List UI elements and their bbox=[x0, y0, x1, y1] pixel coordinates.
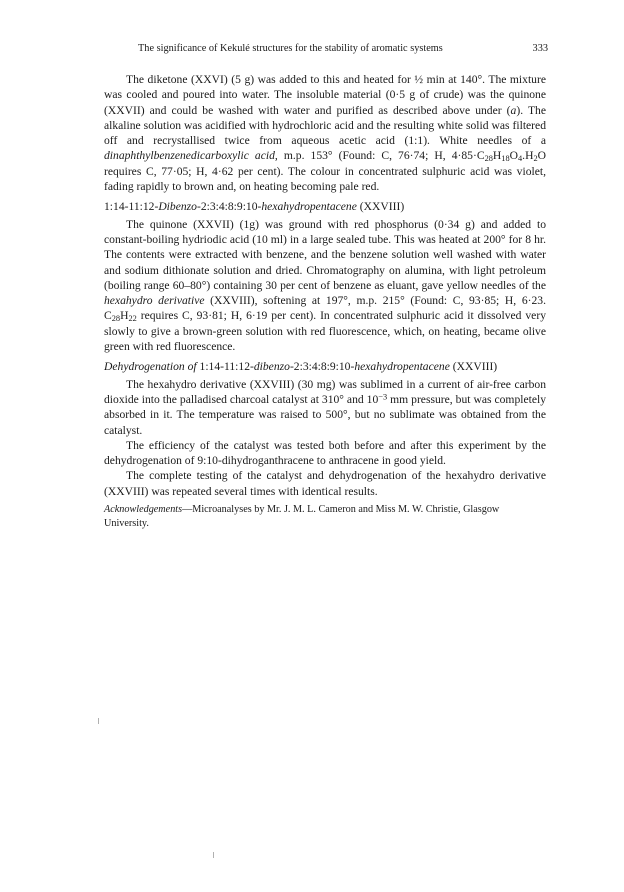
paragraph-quinone-reduction: The quinone (XXVII) (1g) was ground with red phosphorus (0·34 g) and added to constant-boiling hydriodic acid (10 ml) in a large sealed tube. This was heated at 200° for 8 hr. The contents were extracted with benzene, and the benzene solution well washed with water and sodium dithionate solution and dried. Chromatography on alumina, with light petroleum (boiling range 60–80°) containing 30 per cent of benzene as eluant, gave yellow needles of the hexahydro derivative (XXVIII), softening at 197°, m.p. 215° (Found: C, 93·85; H, 6·23. $C_{28}H_{22}$ requires C, 93·81; H, 6·19 per cent). In concentrated sulphuric acid it dissolved very slowly to give a brown-green solution with red fluorescence, which, on heating, became olive green with red fluorescence. bbox=[104, 217, 546, 354]
scan-mark bbox=[98, 718, 99, 724]
paragraph-catalyst-efficiency: The efficiency of the catalyst was tested both before and after this experiment by the dehydrogenation of 9:10-dihydroganthracene to anthracene in good yield. bbox=[104, 438, 546, 468]
scan-mark bbox=[213, 852, 214, 858]
paragraph-diketone: The diketone (XXVI) (5 g) was added to this and heated for ½ min at 140°. The mixture was cooled and poured into water. The insoluble material (0·5 g of crude) was the quinone (XXVII) and could be washed with water and purified as described above under (a). The alkaline solution was acidified with hydrochloric acid and the resulting white solid was filtered off and recrystallised twice from aqueous acetic acid (1:1). White needles of a dinaphthylbenzenedicarboxylic acid, m.p. 153° (Found: C, 76·74; H, $4\cdot 85\cdot C_{28}H_{18}O_4.H_2O$ requires C, 77·05; H, 4·62 per cent). The colour in concentrated sulphuric acid was violet, fading rapidly to brown and, on heating becoming pale red. bbox=[104, 73, 546, 194]
paragraph-complete-testing: The complete testing of the catalyst and dehydrogenation of the hexahydro derivative (XXVIII) was repeated several times with identical results. bbox=[104, 469, 546, 498]
section-heading-dehydrogenation: Dehydrogenation of 1:14-11:12-dibenzo-2:3:4:8:9:10-hexahydropentacene (XXVIII) bbox=[104, 360, 498, 374]
acknowledgements-text: —Microanalyses by Mr. J. M. L. Cameron and Miss M. W. Christie, Glasgow University. bbox=[104, 504, 500, 529]
paragraph-sublimation: The hexahydro derivative (XXVIII) (30 mg) was sublimed in a current of air-free carbon dioxide into the palladised charcoal catalyst at 310° and $10^{-3}$ mm pressure, but was completely absorbed in it. The temperature was raised to 500°, but no sublimate was obtained from the catalyst. bbox=[104, 377, 546, 437]
compound-name: dinaphthylbenzenedicarboxylic acid, bbox=[104, 149, 278, 163]
page-number: 333 bbox=[532, 43, 548, 54]
section-heading-hexahydropentacene: 1:14-11:12-Dibenzo-2:3:4:8:9:10-hexahydropentacene (XXVIII) bbox=[104, 200, 405, 214]
article-body bbox=[104, 72, 546, 530]
acknowledgements bbox=[104, 503, 546, 530]
acknowledgements-label: Acknowledgements bbox=[104, 504, 183, 516]
running-title: The significance of Kekulé structures for the stability of aromatic systems bbox=[138, 43, 443, 54]
